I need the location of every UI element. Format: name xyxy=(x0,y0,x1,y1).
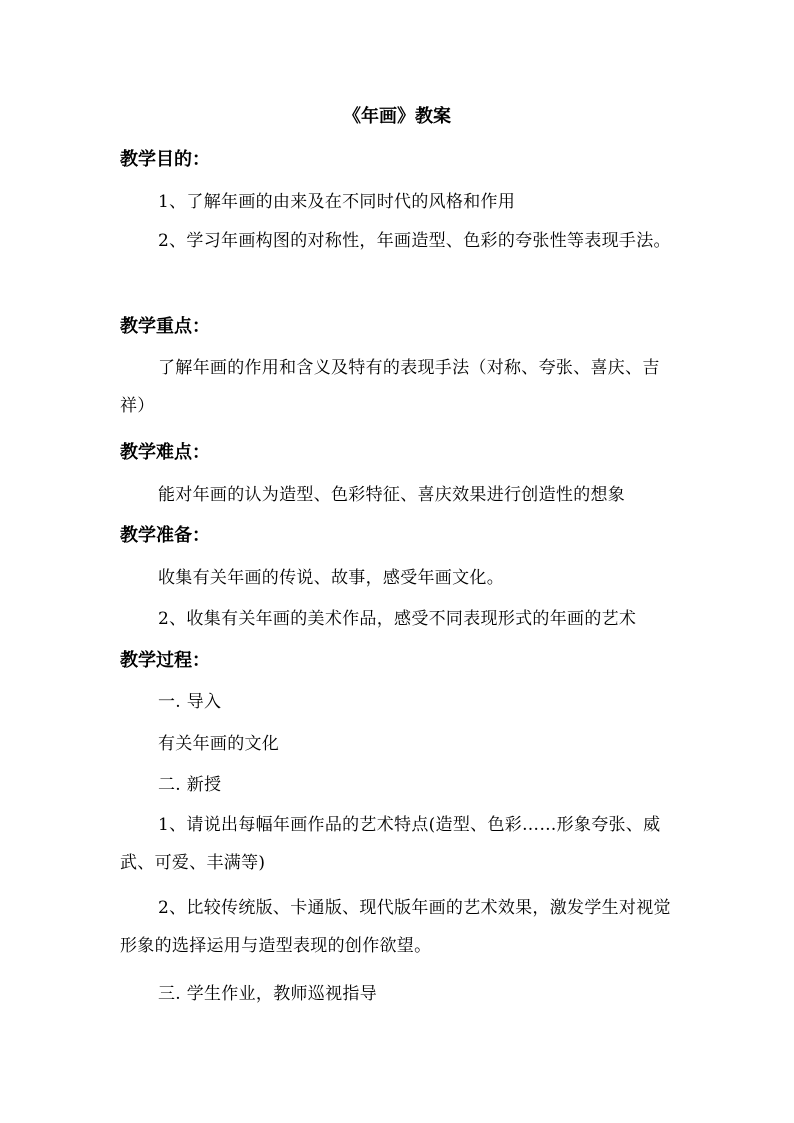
objectives-item-1: 1、了解年画的由来及在不同时代的风格和作用 xyxy=(158,192,516,212)
key-points-heading: 教学重点： xyxy=(120,316,210,337)
preparation-heading: 教学准备： xyxy=(120,525,210,546)
preparation-item-2: 2、收集有关年画的美术作品，感受不同表现形式的年画的艺术 xyxy=(158,609,637,629)
process-step-2-title: 二. 新授 xyxy=(158,775,222,795)
process-step-3-title: 三. 学生作业，教师巡视指导 xyxy=(158,984,378,1004)
process-step-1-text: 有关年画的文化 xyxy=(158,734,280,754)
objectives-heading: 教学目的： xyxy=(120,149,210,170)
process-heading: 教学过程： xyxy=(120,650,210,671)
objectives-item-2: 2、学习年画构图的对称性，年画造型、色彩的夸张性等表现手法。 xyxy=(158,231,671,251)
difficulties-heading: 教学难点： xyxy=(120,442,210,463)
document-title: 《年画》教案 xyxy=(343,106,451,127)
process-step-2-item-1: 1、请说出每幅年画作品的艺术特点(造型、色彩……形象夸张、威武、可爱、丰满等) xyxy=(120,815,661,873)
preparation-item-1: 收集有关年画的传说、故事，感受年画文化。 xyxy=(158,568,504,588)
process-step-2-item-2: 2、比较传统版、卡通版、现代版年画的艺术效果，激发学生对视觉形象的选择运用与造型表现的创作欲望。 xyxy=(120,898,671,956)
process-step-1-title: 一. 导入 xyxy=(158,692,222,712)
difficulties-text: 能对年画的认为造型、色彩特征、喜庆效果进行创造性的想象 xyxy=(158,485,626,505)
key-points-text: 了解年画的作用和含义及特有的表现手法（对称、夸张、喜庆、吉祥） xyxy=(120,358,660,416)
